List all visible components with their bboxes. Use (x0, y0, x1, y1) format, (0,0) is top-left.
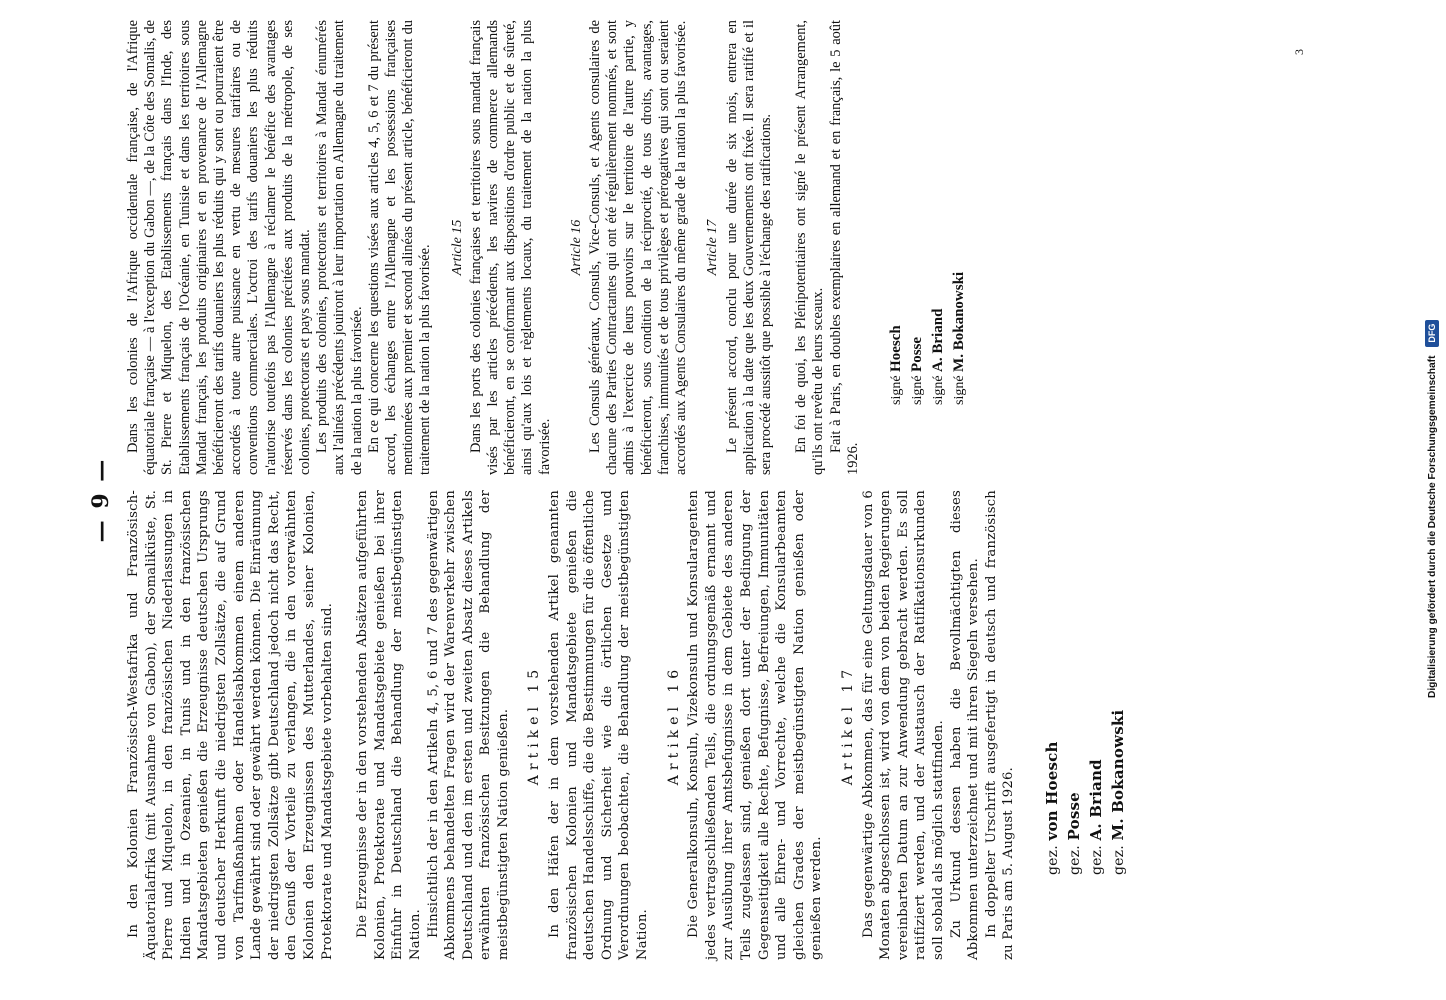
credit-text-container (1420, 8, 1446, 698)
french-closing-1: En foi de quoi, les Plénipotentiaires ont signé le présent Arrangement, qu'ils ont revêtu de leurs sceaux. (793, 20, 827, 475)
german-article-17-text: Das gegenwärtige Abkommen, das für eine Geltungsdauer von 6 Monaten abgeschlossen ist, wird von dem von beiden Regierungen vereinbarten Datum an zur Anwendung gebracht werden. Es soll ratifiziert werden, und der Austausch der Ratifikationsurkunden soll sobald als möglich stattfinden. (860, 490, 946, 960)
page-mark: 3 (1292, 49, 1306, 55)
digitization-credit (1414, 8, 1440, 698)
signature-line (949, 20, 970, 405)
french-opening-paragraph: Dans les colonies de l'Afrique occidentale française, de l'Afrique équatoriale française — à l'exception du Gabon —, de la Côte des Somalis, de St. Pierre et Miquelon, des Etablissements français dans l'Inde, des Etablissements français de l'Océanie, en Tunisie et dans les territoires sous Mandat français, les produits originaires et en provenance de l'Allemagne bénéficieront des tarifs douaniers les plus réduits qui y sont ou pourraient être accordés à toute autre puissance en vertu de mesures tarifaires ou de conventions commerciales. L'octroi des tarifs douaniers les plus réduits n'autorise toutefois pas l'Allemagne à réclamer le bénéfice des avantages réservés dans les colonies précitées aux produits de la métropole, de ses colonies, protectorats et pays sous mandat. (125, 20, 314, 475)
german-article-15-title: Artikel 15 (526, 664, 543, 786)
german-article-17-title: Artikel 17 (839, 664, 856, 786)
signature-prefix: signé (909, 375, 925, 405)
signature-prefix: gez. (1044, 845, 1061, 875)
signature-line (907, 20, 928, 405)
signature-line (1086, 490, 1108, 875)
signature-prefix: signé (930, 375, 946, 405)
german-closing-1: Zu Urkund dessen haben die Bevollmächtigten dieses Abkommen unterzeichnet und mit ihren Siegeln versehen. (948, 490, 982, 960)
signature-line (1108, 490, 1130, 875)
signature-line (928, 20, 949, 405)
dfg-logo-icon: DFG (1425, 320, 1439, 347)
german-opening-paragraph: In den Kolonien Französisch-Westafrika und Französisch-Äquatorialafrika (mit Ausnahme von Gabon), der Somaliküste, St. Pierre und Miquelon, in den französischen Niederlassungen in Indien und in Ozeanien, in Tunis und in den französischen Mandatsgebieten genießen die Erzeugnisse deutschen Ursprungs und deutscher Herkunft die niedrigsten Zollsätze, die auf Grund von Tarifmaßnahmen oder Handelsabkommen einem anderen Lande gewährt sind oder gewährt werden können. Die Einräumung der niedrigsten Zollsätze gibt Deutschland jedoch nicht das Recht, den Genuß der Vorteile zu verlangen, die in den vorerwähnten Kolonien den Erzeugnissen des Mutterlandes, seiner Kolonien, Protektorate und Mandatsgebiete vorbehalten sind. (126, 490, 335, 960)
signature-name: M. Bokanowski (950, 271, 967, 372)
signature-name: Posse (908, 336, 925, 372)
signature-line (886, 20, 907, 405)
french-article-15-text: Dans les ports des colonies françaises et territoires sous mandat français visés par les articles précédents, les navires de commerce allemands bénéficieront, en se conformant aux dispositions d'ordre public et de sûreté, ainsi qu'aux lois et règlements locaux, du traitement de la nation la plus favorisée. (467, 20, 553, 475)
german-signatures (1042, 490, 1130, 875)
french-article-17-title: Article 17 (705, 219, 721, 276)
german-closing-2: In doppelter Urschrift ausgefertigt in deutsch und französisch zu Paris am 5. August 1926. (983, 490, 1017, 960)
signature-prefix: gez. (1088, 845, 1105, 875)
signature-line (1064, 490, 1086, 875)
signature-name: A. Briand (929, 308, 946, 372)
signature-prefix: gez. (1110, 845, 1127, 875)
german-article-16-text: Die Generalkonsuln, Konsuln, Vizekonsuln und Konsularagenten jedes vertragschließenden Teils, die ordnungsgemäß ernannt und zur Ausübung ihrer Amtsbefugnisse in dem Gebiete des anderen Teils zugelassen sind, genießen dort unter der Bedingung der Gegenseitigkeit alle Rechte, Befugnisse, Befreiungen, Immunitäten und alle Ehren- und Vorrechte, welche die Konsularbeamten gleichen Grades der meistbegünstigten Nation genießen oder genießen werden. (686, 490, 825, 960)
signature-name: M. Bokanowski (1108, 709, 1127, 841)
german-article-15-text: In den Häfen der in dem vorstehenden Artikel genannten französischen Kolonien und Mandatsgebiete genießen die deutschen Handelsschiffe, die die Bestimmungen für die öffentliche Ordnung und Sicherheit wie die örtlichen Gesetze und Verordnungen beobachten, die Behandlung der meistbegünstigten Nation. (547, 490, 651, 960)
signature-name: Hoesch (887, 325, 904, 372)
french-column (125, 20, 970, 475)
signature-name: A. Briand (1086, 759, 1105, 841)
signature-prefix: signé (951, 375, 967, 405)
german-column (125, 490, 1130, 960)
signature-prefix: signé (888, 375, 904, 405)
french-article-15-title: Article 15 (449, 219, 465, 276)
page-number: — 9 — (88, 457, 114, 543)
french-article-17-text: Le présent accord, conclu pour une durée de six mois, entrera en application à la date que les deux Gouvernements ont fixée. Il sera ratifié et il sera procédé aussitôt que possible à l'échange des ratifications. (723, 20, 774, 475)
german-article-16-title: Artikel 16 (665, 664, 682, 786)
french-closing-2: Fait à Paris, en doubles exemplaires en allemand et en français, le 5 août 1926. (827, 20, 861, 475)
french-article-16-title: Article 16 (568, 219, 584, 276)
german-paragraph-2: Die Erzeugnisse der in den vorstehenden Absätzen aufgeführten Kolonien, Protektorate und Mandatsgebiete genießen bei ihrer Einfuhr in Deutschland die Behandlung der meistbegünstigten Nation. (355, 490, 423, 960)
signature-name: Posse (1064, 792, 1083, 841)
signature-prefix: gez. (1066, 845, 1083, 875)
french-paragraph-2: Les produits des colonies, protectorats et territoires à Mandat énumérés aux l'alinéas précédents jouiront à leur importation en Allemagne du traitement de la nation la plus favorisée. (314, 20, 365, 475)
signature-name: von Hoesch (1042, 741, 1061, 841)
french-signatures (886, 20, 970, 405)
signature-line (1042, 490, 1064, 875)
credit-text: Digitalisierung gefördert durch die Deutsche Forschungsgemeinschaft (1427, 355, 1438, 698)
french-article-16-text: Les Consuls généraux, Consuls, Vice-Consuls, et Agents consulaires de chacune des Parties Contractantes qui ont été régulièrement nommés, et sont admis à l'exercice de leurs pouvoirs sur le territoire de l'autre partie, y bénéficieront, sous condition de la réciprocité, de tous droits, avantages, franchises, immunités et de tous privilèges et prérogatives qui sont ou seraient accordés aux Agents Consulaires du même grade de la nation la plus favorisée. (587, 20, 690, 475)
german-paragraph-3: Hinsichtlich der in den Artikeln 4, 5, 6 und 7 des gegenwärtigen Abkommens behandelten Fragen wird der Warenverkehr zwischen Deutschland und den im ersten und zweiten Absatz dieses Artikels erwähnten französischen Besitzungen die Behandlung der meistbegünstigten Nation genießen. (425, 490, 511, 960)
french-paragraph-3: En ce qui concerne les questions visées aux articles 4, 5, 6 et 7 du présent accord, les échanges entre l'Allemagne et les possessions françaises mentionnées aux premier et second alinéas du présent article, bénéficieront du traitement de la nation la plus favorisée. (365, 20, 434, 475)
